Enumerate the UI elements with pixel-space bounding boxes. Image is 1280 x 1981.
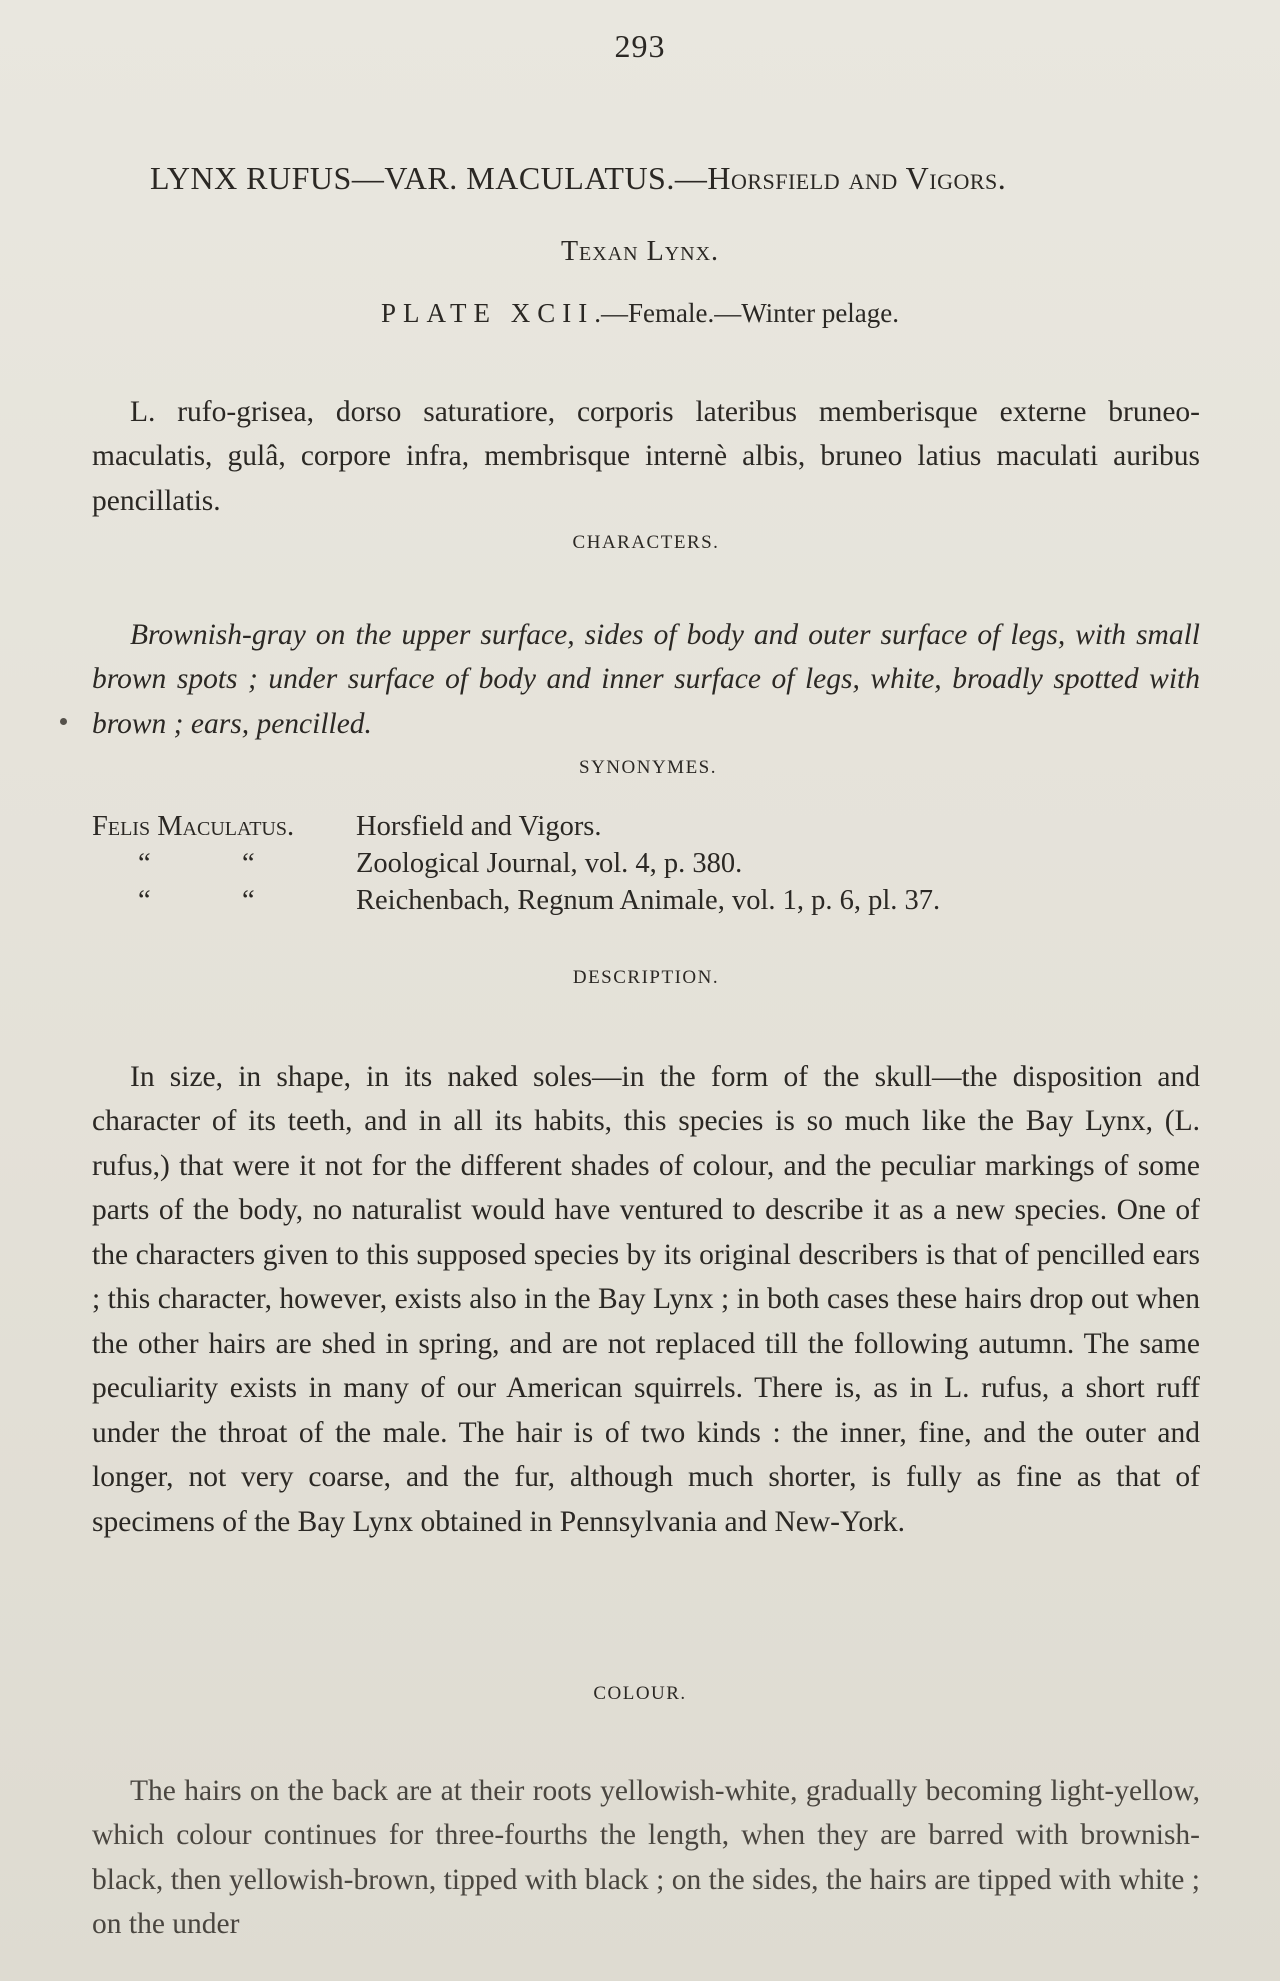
plate-caption	[0, 298, 1280, 329]
ditto-mark: “	[242, 885, 255, 916]
ink-spot	[60, 718, 67, 725]
synonyme-row	[92, 845, 1200, 882]
synonyme-row	[92, 808, 1200, 845]
species-authority: Horsfield and Vigors.	[707, 160, 1007, 196]
ditto-mark: “	[138, 848, 151, 879]
synonyme-reference: Reichenbach, Regnum Animale, vol. 1, p. 6, pl. 37.	[356, 885, 941, 916]
common-name: Texan Lynx.	[560, 236, 720, 267]
description-text: In size, in shape, in its naked soles—in the form of the skull—the disposition and character of its teeth, and in all its habits, this species is so much like the Bay Lynx, (L. rufus,) that were it not for the different shades of colour, and the peculiar markings of some parts of the body, no naturalist would have ventured to describe it as a new species. One of the characters given to this supposed species by its original describers is that of pencilled ears ; this character, however, exists also in the Bay Lynx ; in both cases these hairs drop out when the other hairs are shed in spring, and are not replaced till the following autumn. The same peculiarity exists in many of our American squirrels. There is, as in L. rufus, a short ruff under the throat of the male. The hair is of two kinds : the inner, fine, and the outer and longer, not very coarse, and the fur, although much shorter, is fully as fine as that of specimens of the Bay Lynx obtained in Pennsylvania and New-York.	[92, 1060, 1200, 1538]
synonyme-row	[92, 882, 1200, 919]
synonymes-heading: SYNONYMES.	[579, 757, 717, 778]
synonyme-genus: Felis Maculatus.	[92, 811, 295, 842]
latin-description: L. rufo-grisea, dorso saturatiore, corporis lateribus memberisque externe bruneo-maculatis, gulâ, corpore infra, membrisque internè albis, bruneo latius maculati auribus pencillatis.	[92, 395, 1200, 517]
colour-text: The hairs on the back are at their roots yellowish-white, gradually becoming light-yellow, which colour continues for three-fourths the length, when they are barred with brownish-black, then yellowish-brown, tipped with black ; on the sides, the hairs are tipped with white ; on the under	[92, 1774, 1200, 1940]
colour-heading: COLOUR.	[593, 1683, 687, 1704]
characters-text: Brownish-gray on the upper surface, sides of body and outer surface of legs, with small brown spots ; under surface of body and inner surface of legs, white, broadly spotted with brown ; ears, pencilled.	[92, 618, 1200, 740]
synonyme-reference: Zoological Journal, vol. 4, p. 380.	[356, 848, 743, 879]
synonyme-reference: Horsfield and Vigors.	[356, 811, 602, 842]
species-title	[150, 160, 1150, 197]
characters-heading: CHARACTERS.	[572, 532, 720, 553]
page-number: 293	[614, 28, 666, 64]
ditto-mark: “	[242, 848, 255, 879]
species-name: LYNX RUFUS—VAR. MACULATUS.—	[150, 160, 708, 196]
plate-label: PLATE XCII	[380, 298, 595, 328]
description-heading: DESCRIPTION.	[572, 967, 720, 988]
ditto-mark: “	[138, 885, 151, 916]
plate-note: .—Female.—Winter pelage.	[594, 298, 900, 328]
synonymes-list	[92, 808, 1200, 919]
